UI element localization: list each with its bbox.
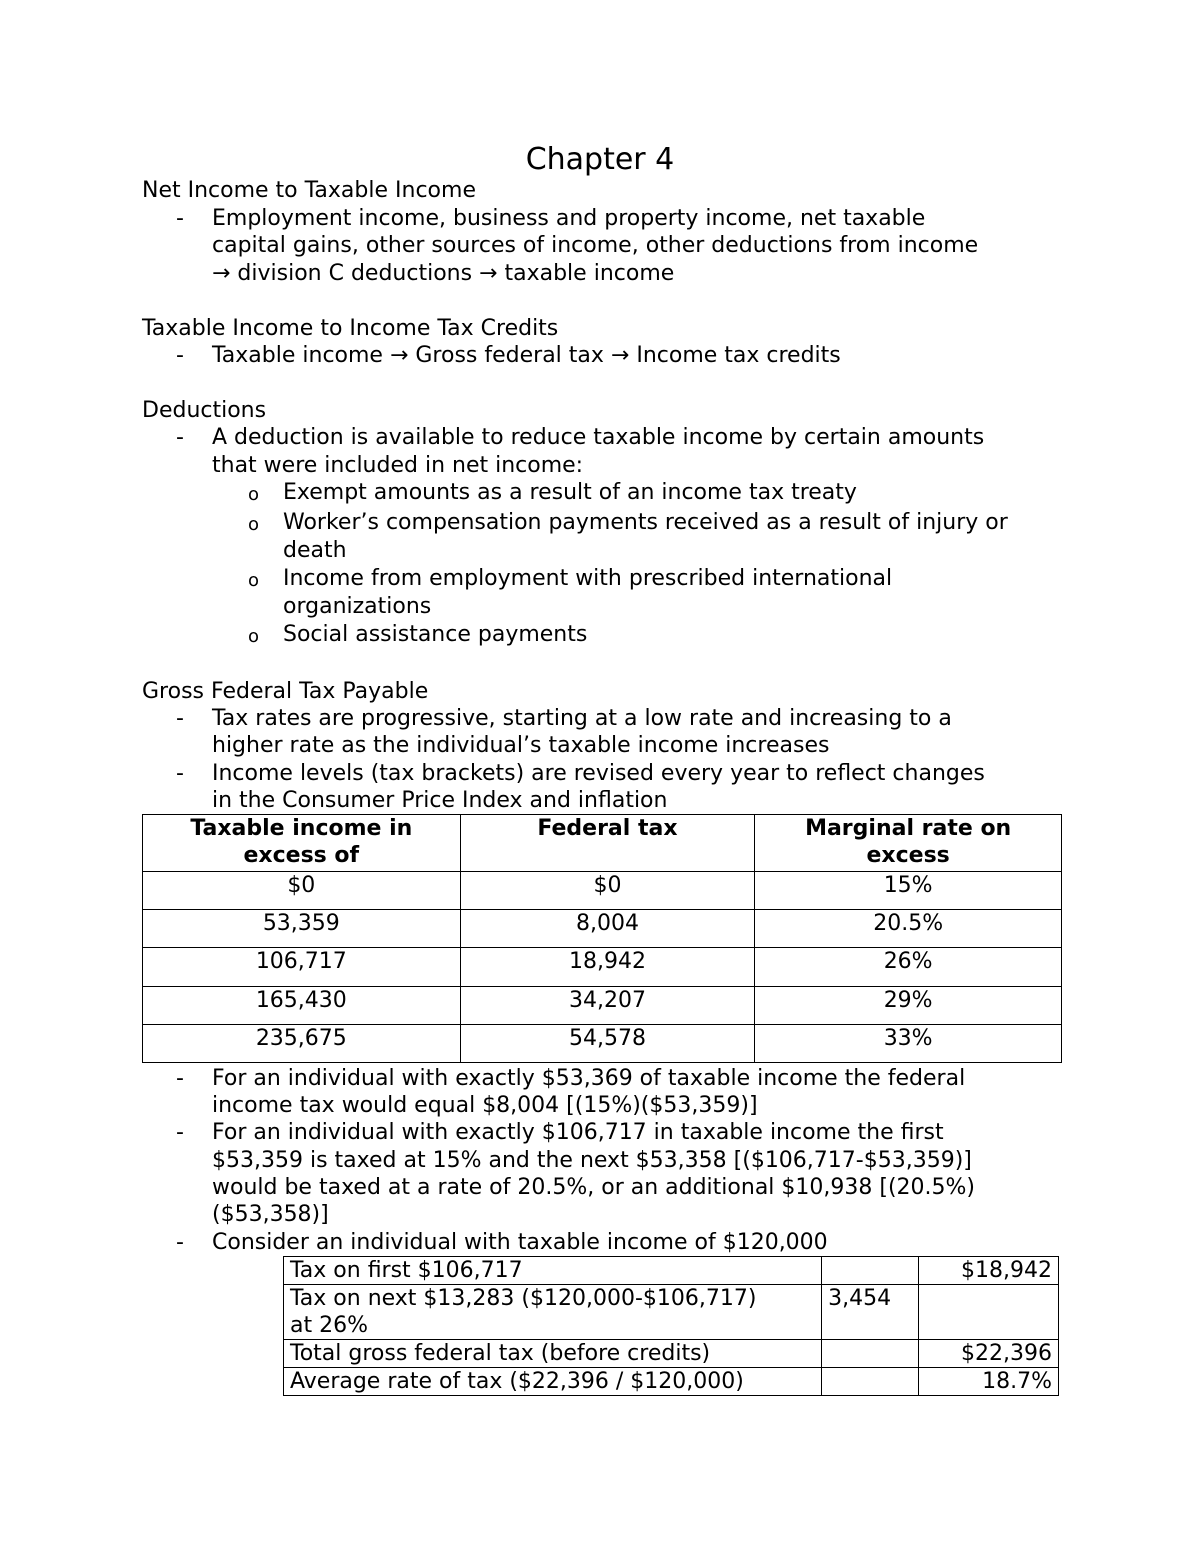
table-cell: 165,430 (143, 987, 461, 1025)
header-line: excess of (243, 843, 360, 868)
table-cell: 8,004 (460, 910, 755, 948)
table-cell (822, 1368, 919, 1396)
after-bullet1-line2: income tax would equal $8,004 [(15%)($53,359)] (212, 1093, 758, 1118)
table-row (143, 872, 1062, 910)
table-row (143, 1025, 1062, 1063)
table-cell: $18,942 (919, 1257, 1059, 1285)
after-bullet3: Consider an individual with taxable income of $120,000 (212, 1230, 828, 1255)
table-row (284, 1368, 1059, 1396)
net-income-bullet-line2: capital gains, other sources of income, other deductions from income (212, 233, 979, 258)
table-cell: $0 (460, 872, 755, 910)
heading-credits: Taxable Income to Income Tax Credits (142, 316, 559, 341)
net-income-bullet-line1: Employment income, business and property income, net taxable (212, 206, 926, 231)
table-row (143, 948, 1062, 987)
table-cell (919, 1285, 1059, 1340)
gross-bullet2-line1: Income levels (tax brackets) are revised every year to reflect changes (212, 761, 985, 786)
after-bullet2-line2: $53,359 is taxed at 15% and the next $53,358 [($106,717-$53,359)] (212, 1148, 972, 1173)
table-header-row (143, 815, 1062, 872)
deductions-sub-a: Exempt amounts as a result of an income tax treaty (283, 480, 857, 505)
bullet-dash: - (176, 761, 184, 786)
header-line: Federal tax (537, 816, 678, 841)
table-cell: 29% (755, 987, 1062, 1025)
net-income-bullet-line3: → division C deductions → taxable income (212, 261, 675, 286)
table-row (284, 1285, 1059, 1340)
table-cell: 53,359 (143, 910, 461, 948)
heading-gross-federal-tax: Gross Federal Tax Payable (142, 679, 429, 704)
tax-brackets-table (142, 814, 1062, 1063)
header-line: excess (866, 843, 950, 868)
gross-bullet1-line1: Tax rates are progressive, starting at a low rate and increasing to a (212, 706, 952, 731)
bullet-circle: o (248, 484, 260, 505)
bullet-circle: o (248, 626, 260, 647)
deductions-sub-d: Social assistance payments (283, 622, 588, 647)
gross-bullet2-line2: in the Consumer Price Index and inflation (212, 788, 668, 813)
bullet-circle: o (248, 514, 260, 535)
bullet-dash: - (176, 1066, 184, 1091)
table-cell: 15% (755, 872, 1062, 910)
after-bullet1-line1: For an individual with exactly $53,369 of taxable income the federal (212, 1066, 966, 1091)
table-cell (822, 1340, 919, 1368)
bullet-dash: - (176, 1120, 184, 1145)
table-cell: Average rate of tax ($22,396 / $120,000) (284, 1368, 822, 1396)
table-cell: $22,396 (919, 1340, 1059, 1368)
header-marginal-rate (755, 815, 1062, 872)
table-cell: 18.7% (919, 1368, 1059, 1396)
deductions-sub-b-line2: death (283, 538, 347, 563)
after-bullet2-line1: For an individual with exactly $106,717 in taxable income the first (212, 1120, 944, 1145)
bullet-circle: o (248, 570, 260, 591)
gross-bullet1-line2: higher rate as the individual’s taxable income increases (212, 733, 830, 758)
deductions-sub-c-line2: organizations (283, 594, 432, 619)
table-cell: 3,454 (822, 1285, 919, 1340)
example-calculation-table (283, 1256, 1059, 1396)
table-cell: 34,207 (460, 987, 755, 1025)
table-cell: 18,942 (460, 948, 755, 987)
deductions-bullet-line2: that were included in net income: (212, 453, 584, 478)
table-cell: Total gross federal tax (before credits) (284, 1340, 822, 1368)
table-cell: 26% (755, 948, 1062, 987)
table-cell: 54,578 (460, 1025, 755, 1063)
header-line: Taxable income in (190, 816, 413, 841)
bullet-dash: - (176, 425, 184, 450)
table-cell: 20.5% (755, 910, 1062, 948)
heading-deductions: Deductions (142, 398, 267, 423)
table-cell: 33% (755, 1025, 1062, 1063)
table-cell (284, 1285, 822, 1340)
table-cell: $0 (143, 872, 461, 910)
header-federal-tax (460, 815, 755, 872)
table-row (143, 987, 1062, 1025)
table-row (284, 1257, 1059, 1285)
heading-net-income: Net Income to Taxable Income (142, 178, 476, 203)
header-line: Marginal rate on (805, 816, 1012, 841)
credits-bullet: Taxable income → Gross federal tax → Income tax credits (212, 343, 841, 368)
header-taxable-income (143, 815, 461, 872)
deductions-sub-b-line1: Worker’s compensation payments received as a result of injury or (283, 510, 1008, 535)
page-title: Chapter 4 (525, 142, 675, 177)
after-bullet2-line4: ($53,358)] (212, 1202, 329, 1227)
deductions-bullet-line1: A deduction is available to reduce taxable income by certain amounts (212, 425, 985, 450)
table-cell: 235,675 (143, 1025, 461, 1063)
table-cell: 106,717 (143, 948, 461, 987)
cell-line: at 26% (290, 1313, 368, 1338)
bullet-dash: - (176, 706, 184, 731)
bullet-dash: - (176, 206, 184, 231)
deductions-sub-c-line1: Income from employment with prescribed international (283, 566, 893, 591)
after-bullet2-line3: would be taxed at a rate of 20.5%, or an additional $10,938 [(20.5%) (212, 1175, 976, 1200)
bullet-dash: - (176, 1230, 184, 1255)
table-cell: Tax on first $106,717 (284, 1257, 822, 1285)
bullet-dash: - (176, 343, 184, 368)
table-row (143, 910, 1062, 948)
table-cell (822, 1257, 919, 1285)
cell-line: Tax on next $13,283 ($120,000-$106,717) (290, 1286, 757, 1311)
table-row (284, 1340, 1059, 1368)
